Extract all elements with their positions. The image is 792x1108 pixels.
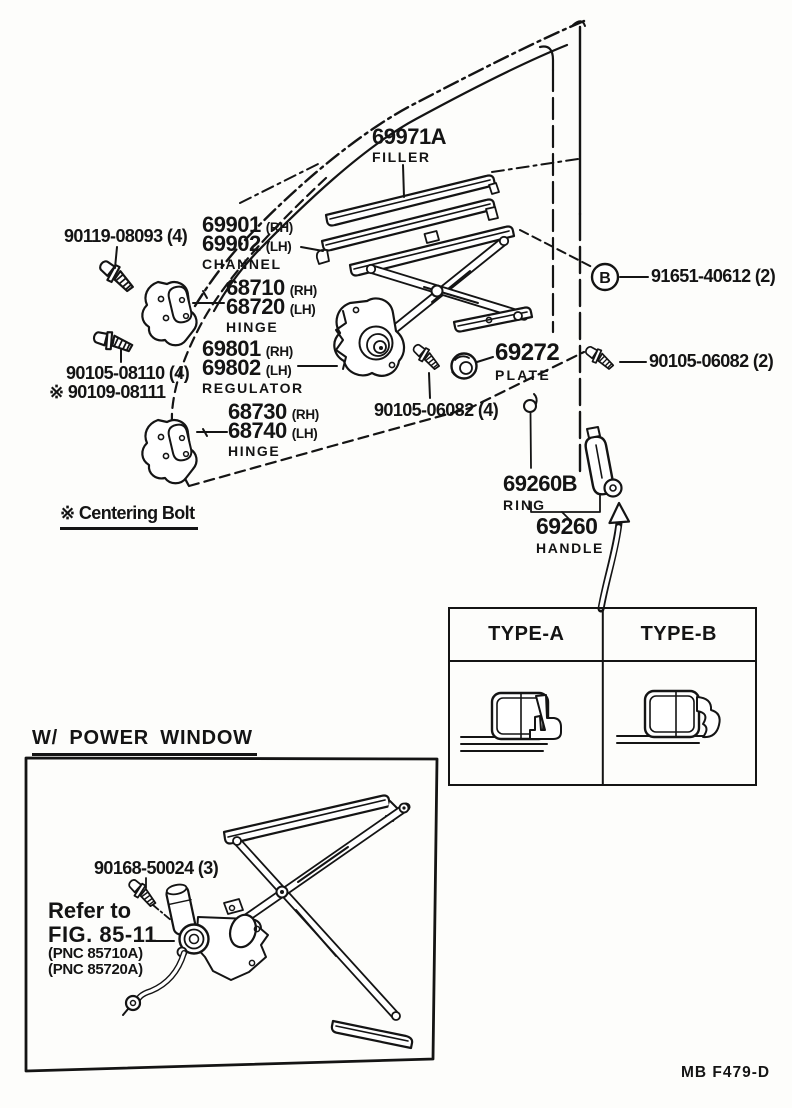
pnc-line-2: (PNC 85720A) bbox=[48, 960, 143, 978]
part-number-lh: 69902 bbox=[202, 231, 261, 256]
bolt-90119-icon bbox=[96, 257, 138, 295]
part-name: HANDLE bbox=[536, 540, 604, 556]
part-name: HINGE bbox=[228, 443, 281, 459]
type-table bbox=[448, 607, 757, 786]
ring-label bbox=[503, 471, 578, 513]
side-lh: (LH) bbox=[291, 426, 318, 441]
plate-label bbox=[495, 341, 559, 383]
regulator-motor-sector bbox=[334, 298, 404, 375]
part-number-rh: 69801 bbox=[202, 336, 261, 361]
side-rh: (RH) bbox=[289, 283, 317, 298]
part-number: 69260 bbox=[536, 513, 598, 539]
ring-hook bbox=[524, 394, 537, 468]
side-rh: (RH) bbox=[265, 220, 293, 235]
screw-90105-06082-4-icon bbox=[410, 341, 443, 372]
side-rh: (RH) bbox=[291, 407, 319, 422]
side-lh: (LH) bbox=[265, 363, 292, 378]
hinge-upper-label bbox=[226, 275, 317, 335]
refer-to-line: Refer to bbox=[48, 898, 132, 923]
part-number-rh: 69901 bbox=[202, 212, 261, 237]
side-lh: (LH) bbox=[289, 302, 316, 317]
pointer-arrow bbox=[601, 503, 629, 609]
part-name: REGULATOR bbox=[202, 380, 304, 396]
bolt-90109-label: ※ 90109-08111 bbox=[49, 382, 166, 402]
upper-hinge bbox=[142, 282, 207, 345]
figure-line: FIG. 85-11 bbox=[48, 922, 157, 947]
nut-91651-label: 91651-40612 (2) bbox=[651, 266, 776, 286]
pw-bolt-label: 90168-50024 (3) bbox=[94, 858, 219, 878]
bolt-90105-08110-label: 90105-08110 (4) bbox=[66, 363, 190, 383]
side-rh: (RH) bbox=[265, 344, 293, 359]
part-name: FILLER bbox=[372, 149, 431, 165]
nut-marker-b bbox=[520, 230, 618, 290]
part-name: RING bbox=[503, 497, 546, 513]
handle-crank bbox=[586, 427, 622, 497]
centering-bolt-note: ※ Centering Bolt bbox=[60, 503, 198, 530]
power-window-title: W/ POWER WINDOW bbox=[32, 727, 257, 756]
bolt-90119-label: 90119-08093 (4) bbox=[64, 226, 188, 246]
type-a-header: TYPE-A bbox=[488, 623, 565, 645]
regulator-label bbox=[202, 336, 304, 396]
part-number-lh: 69802 bbox=[202, 355, 261, 380]
lower-hinge bbox=[142, 420, 207, 483]
pw-lower-rail bbox=[332, 1012, 412, 1048]
type-b-header: TYPE-B bbox=[640, 623, 717, 645]
channel-label bbox=[202, 212, 293, 272]
part-name: HINGE bbox=[226, 319, 279, 335]
side-lh: (LH) bbox=[265, 239, 292, 254]
pw-upper-rail bbox=[224, 796, 399, 844]
screw-90105-06082-4-label: 90105-06082 (4) bbox=[374, 400, 499, 420]
plate-grommet bbox=[452, 354, 477, 379]
part-number-rh: 68710 bbox=[226, 275, 285, 300]
type-table-divider bbox=[601, 609, 603, 784]
part-number: 69971A bbox=[372, 124, 447, 149]
part-number-rh: 68730 bbox=[228, 399, 287, 424]
part-name: PLATE bbox=[495, 367, 551, 383]
filler-label bbox=[372, 124, 447, 165]
part-name: CHANNEL bbox=[202, 256, 282, 272]
screw-90105-06082-2-icon bbox=[583, 343, 617, 372]
page-code: MB F479-D bbox=[681, 1064, 771, 1081]
bolt-90105-08110-icon bbox=[92, 328, 134, 355]
nut-marker-letter: B bbox=[599, 270, 611, 287]
pw-reference-label bbox=[48, 898, 157, 977]
handle-label bbox=[536, 513, 604, 556]
pnc-line-1: (PNC 85710A) bbox=[48, 945, 143, 962]
part-number-lh: 68740 bbox=[228, 418, 287, 443]
part-number-lh: 68720 bbox=[226, 294, 285, 319]
part-number: 69272 bbox=[495, 339, 560, 366]
screw-90105-06082-2-label: 90105-06082 (2) bbox=[649, 351, 774, 371]
hinge-lower-label bbox=[228, 399, 319, 459]
part-number: 69260B bbox=[503, 471, 578, 496]
